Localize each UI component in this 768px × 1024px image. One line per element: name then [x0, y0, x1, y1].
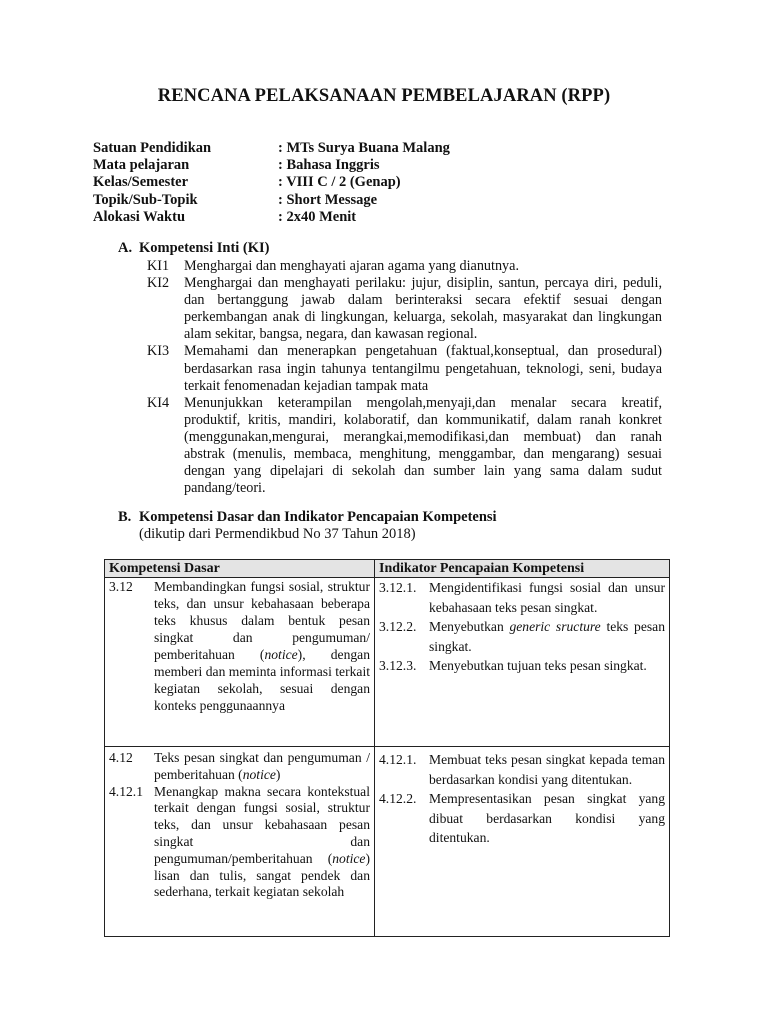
ki-item: [147, 343, 662, 394]
info-label: Mata pelajaran: [93, 157, 190, 174]
ipk-text: Mengidentifikasi fungsi sosial dan unsur kebahasaan teks pesan singkat.: [429, 580, 665, 615]
info-row: [93, 140, 450, 157]
kd-item: [109, 578, 370, 714]
ipk-item: [379, 656, 665, 676]
ipk-code: 3.12.2.: [379, 619, 417, 634]
ipk-text: Menyebutkan generic sructure teks pesan singkat.: [429, 619, 665, 654]
ki-code: KI4: [147, 394, 170, 411]
kd-text: Menangkap makna secara kontekstual terkait dengan fungsi sosial, struktur teks, dan unsur kebahasaan pesan singkat dan pengumuman/pemberitahuan (notice) lisan dan tulis, sangat pendek dan sederhana, terkait kegiatan sekolah: [154, 783, 370, 900]
ki-code: KI3: [147, 343, 170, 360]
kd-cell: [105, 747, 375, 937]
info-value: : Short Message: [278, 191, 378, 208]
ipk-code: 4.12.1.: [379, 752, 417, 767]
ipk-item: [379, 578, 665, 617]
section-b-heading: [118, 509, 497, 526]
ki-text: Memahami dan menerapkan pengetahuan (faktual,konseptual, dan prosedural) berdasarkan rasa ingin tahunya tentangilmu pengetahuan, teknologi, seni, budaya terkait fenomenadan kejadian tampak mata: [184, 343, 662, 394]
section-b-letter: B.: [118, 509, 132, 525]
kd-code: 4.12.1: [109, 783, 143, 799]
kd-item: [109, 750, 370, 784]
kd-text: Teks pesan singkat dan pengumuman / pemberitahuan (notice): [154, 750, 370, 782]
info-value: : 2x40 Menit: [278, 208, 357, 225]
ipk-cell: [375, 747, 670, 937]
table-header-ipk: Indikator Pencapaian Kompetensi: [375, 560, 670, 578]
ipk-code: 3.12.3.: [379, 658, 417, 673]
kd-code: 3.12: [109, 579, 133, 594]
info-value: : VIII C / 2 (Genap): [278, 174, 401, 191]
info-row: [93, 209, 450, 226]
info-label: Alokasi Waktu: [93, 208, 186, 225]
ipk-text: Mempresentasikan pesan singkat yang dibuat berdasarkan kondisi yang ditentukan.: [429, 791, 665, 845]
info-value: : MTs Surya Buana Malang: [278, 140, 450, 156]
info-label: Kelas/Semester: [93, 174, 189, 191]
section-a-title: Kompetensi Inti (KI): [139, 240, 270, 256]
info-value: : Bahasa Inggris: [278, 157, 380, 174]
section-a-heading: [118, 240, 270, 257]
table-row: [105, 747, 670, 937]
info-label: Topik/Sub-Topik: [93, 191, 198, 208]
identity-block: [93, 140, 450, 226]
kd-code: 4.12: [109, 750, 133, 765]
table-header-row: [105, 560, 670, 578]
kd-text: Membandingkan fungsi sosial, struktur teks, dan unsur kebahasaan beberapa teks khusus dalam bentuk pesan singkat dan pengumuman/ pemberitahuan (notice), dengan memberi dan meminta informasi terkait kegiatan sekolah, sesuai dengan konteks penggunaannya: [154, 579, 370, 713]
ipk-item: [379, 750, 665, 789]
ipk-cell: [375, 578, 670, 747]
ki-item: [147, 258, 662, 275]
info-row: [93, 192, 450, 209]
ki-text: Menghargai dan menghayati perilaku: jujur, disiplin, santun, percaya diri, peduli, dan bertanggung jawab dalam berinteraksi secara efektif sesuai dengan perkembangan anak di lingkungan, keluarga, sekolah, masyarakat dan lingkungan alam sekitar, bangsa, negara, dan kawasan regional.: [184, 275, 662, 343]
section-a-letter: A.: [118, 240, 133, 256]
table-row: [105, 578, 670, 747]
kd-item: [109, 784, 370, 902]
table-header-kd: Kompetensi Dasar: [105, 560, 375, 578]
ki-item: [147, 395, 662, 498]
ipk-text: Membuat teks pesan singkat kepada teman berdasarkan kondisi yang ditentukan.: [429, 752, 665, 787]
ipk-code: 4.12.2.: [379, 791, 417, 806]
ki-list: [147, 258, 662, 497]
competency-table: [104, 559, 670, 937]
document-title: RENCANA PELAKSANAAN PEMBELAJARAN (RPP): [157, 86, 611, 106]
kd-cell: [105, 578, 375, 747]
ipk-item: [379, 789, 665, 848]
section-b-title: Kompetensi Dasar dan Indikator Pencapaian Kompetensi: [139, 509, 497, 525]
ipk-text: Menyebutkan tujuan teks pesan singkat.: [429, 658, 647, 673]
ki-text: Menghargai dan menghayati ajaran agama yang dianutnya.: [184, 258, 519, 274]
ipk-item: [379, 617, 665, 656]
ki-text: Menunjukkan keterampilan mengolah,menyaji,dan menalar secara kreatif, produktif, kritis, mandiri, kolaboratif, dan kommunikatif, dalam ranah konkret (menggunakan,mengurai, merangkai,memodifikasi,dan membuat) dan ranah abstrak (menulis, membaca, menghitung, menggambar, dan mengarang) sesuai dengan yang dipelajari di sekolah dan sumber lain yang sama dalam sudut pandang/teori.: [184, 394, 662, 497]
ki-code: KI2: [147, 275, 170, 292]
info-row: [93, 157, 450, 174]
info-row: [93, 174, 450, 191]
info-label: Satuan Pendidikan: [93, 140, 212, 156]
ipk-code: 3.12.1.: [379, 580, 417, 595]
section-b-source: (dikutip dari Permendikbud No 37 Tahun 2018): [139, 526, 416, 542]
ki-item: [147, 275, 662, 343]
ki-code: KI1: [147, 258, 170, 274]
